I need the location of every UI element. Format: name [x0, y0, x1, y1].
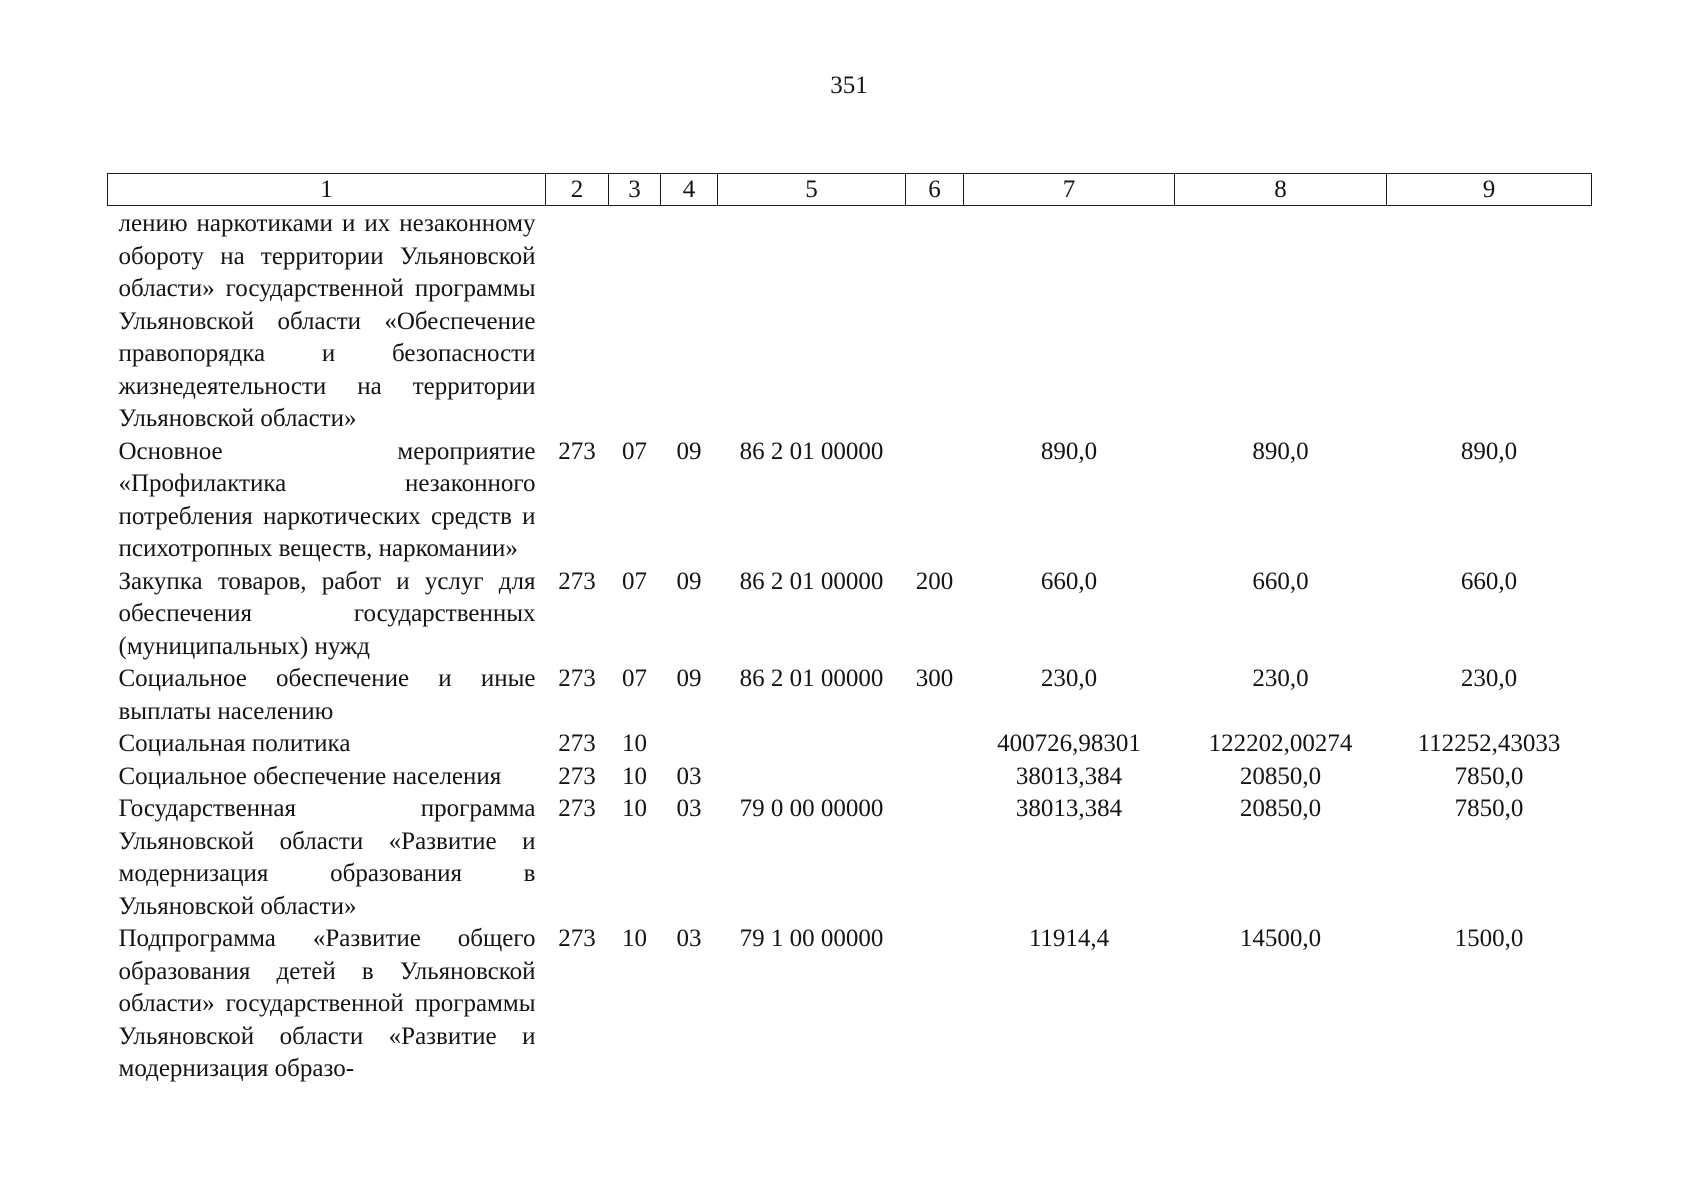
cell-subsection-code: 03	[676, 762, 702, 790]
table-row	[108, 436, 1592, 566]
cell-amount-col8: 230,0	[1252, 665, 1309, 692]
table-row	[108, 728, 1592, 761]
cell-subsection-code: 09	[676, 437, 702, 465]
column-header: 6	[906, 174, 964, 206]
page-number: 351	[830, 72, 868, 99]
cell-expense-type: 300	[915, 665, 954, 692]
cell-amount-col7: 38013,384	[1015, 762, 1123, 790]
table-row	[108, 923, 1592, 1086]
cell-expense-type	[906, 208, 964, 436]
cell-section-code: 07	[622, 437, 647, 465]
row-description: Подпрограмма «Развитие общего образования детей в Ульяновской области» государственной программы Ульяновской области «Развитие и модернизация образо-	[118, 925, 536, 1082]
cell-amount-col8: 660,0	[1252, 567, 1309, 595]
cell-target-article: 86 2 01 00000	[739, 665, 884, 692]
cell-section-code: 07	[622, 567, 647, 595]
column-header: 3	[609, 174, 661, 206]
cell-subsection-code: 03	[676, 925, 702, 952]
budget-table	[107, 173, 1592, 1086]
cell-amount-col9: 660,0	[1460, 567, 1518, 595]
cell-expense-type: 200	[915, 567, 954, 595]
cell-section-code: 10	[622, 730, 647, 757]
column-header: 7	[964, 174, 1175, 206]
table-row	[108, 793, 1592, 923]
column-header: 4	[661, 174, 718, 206]
cell-amount-col7: 230,0	[1040, 665, 1098, 692]
row-description: Государственная программа Ульяновской области «Развитие и модернизация образования в Ульяновской области»	[118, 795, 536, 920]
cell-amount-col8	[1175, 208, 1387, 436]
cell-ministry-code: 273	[558, 762, 596, 790]
table-header-row	[108, 174, 1592, 206]
cell-target-article: 79 1 00 00000	[739, 925, 884, 952]
table-row	[108, 761, 1592, 794]
cell-subsection-code: 09	[676, 665, 702, 692]
cell-target-article: 86 2 01 00000	[739, 567, 884, 595]
cell-amount-col9: 230,0	[1460, 665, 1518, 692]
cell-amount-col8: 890,0	[1252, 437, 1309, 465]
cell-ministry-code: 273	[558, 925, 596, 952]
cell-amount-col9: 7850,0	[1454, 762, 1524, 790]
cell-ministry-code: 273	[558, 795, 596, 822]
table-row	[108, 663, 1592, 728]
cell-amount-col7: 660,0	[1040, 567, 1098, 595]
row-description: Социальное обеспечение населения	[118, 762, 502, 790]
cell-subsection-code: 03	[676, 795, 702, 822]
cell-section-code: 10	[622, 795, 647, 822]
column-header: 1	[108, 174, 546, 206]
table-row	[108, 208, 1592, 436]
cell-amount-col9: 112252,43033	[1417, 730, 1561, 757]
column-header: 8	[1175, 174, 1387, 206]
cell-subsection-code: 09	[676, 567, 702, 595]
cell-ministry-code: 273	[558, 730, 596, 757]
cell-amount-col7: 890,0	[1040, 437, 1098, 465]
cell-target-article: 86 2 01 00000	[739, 437, 884, 465]
cell-target-article	[718, 728, 906, 761]
cell-amount-col9: 7850,0	[1454, 795, 1524, 822]
cell-amount-col7: 400726,98301	[997, 730, 1141, 757]
cell-amount-col8: 14500,0	[1239, 925, 1322, 952]
cell-expense-type	[906, 923, 964, 1086]
cell-expense-type	[906, 793, 964, 923]
cell-amount-col8: 20850,0	[1239, 762, 1322, 790]
cell-subsection-code	[661, 728, 718, 761]
cell-section-code: 10	[622, 762, 647, 790]
cell-amount-col7	[964, 208, 1175, 436]
cell-expense-type	[906, 728, 964, 761]
cell-ministry-code: 273	[558, 437, 596, 465]
column-header: 5	[718, 174, 906, 206]
cell-amount-col7: 11914,4	[1028, 925, 1110, 952]
cell-ministry-code: 273	[558, 567, 596, 595]
row-description: лению наркотиками и их незаконному обороту на территории Ульяновской области» государственной программы Ульяновской области «Обеспечение правопорядка и безопасности жизнедеятельности на территории Ульяновской области»	[118, 210, 536, 432]
column-header: 9	[1387, 174, 1592, 206]
row-description: Основное мероприятие «Профилактика незаконного потребления наркотических средств и психотропных веществ, наркомании»	[118, 437, 536, 562]
cell-subsection-code	[661, 208, 718, 436]
row-description: Социальная политика	[118, 730, 351, 757]
row-description: Социальное обеспечение и иные выплаты населению	[118, 665, 536, 725]
column-header: 2	[546, 174, 609, 206]
table-row	[108, 566, 1592, 664]
cell-amount-col8: 20850,0	[1239, 795, 1322, 822]
cell-target-article	[718, 208, 906, 436]
cell-amount-col7: 38013,384	[1015, 795, 1123, 822]
cell-target-article	[718, 761, 906, 794]
cell-ministry-code	[546, 208, 609, 436]
cell-ministry-code: 273	[558, 665, 596, 692]
cell-section-code: 07	[622, 665, 647, 692]
cell-amount-col9: 890,0	[1460, 437, 1518, 465]
cell-target-article: 79 0 00 00000	[739, 795, 884, 822]
row-description: Закупка товаров, работ и услуг для обеспечения государственных (муниципальных) нужд	[118, 567, 536, 660]
cell-amount-col9	[1387, 208, 1592, 436]
cell-expense-type	[906, 436, 964, 566]
cell-section-code	[609, 208, 661, 436]
cell-amount-col8: 122202,00274	[1208, 730, 1353, 757]
cell-expense-type	[906, 761, 964, 794]
cell-section-code: 10	[622, 925, 647, 952]
cell-amount-col9: 1500,0	[1454, 925, 1524, 952]
